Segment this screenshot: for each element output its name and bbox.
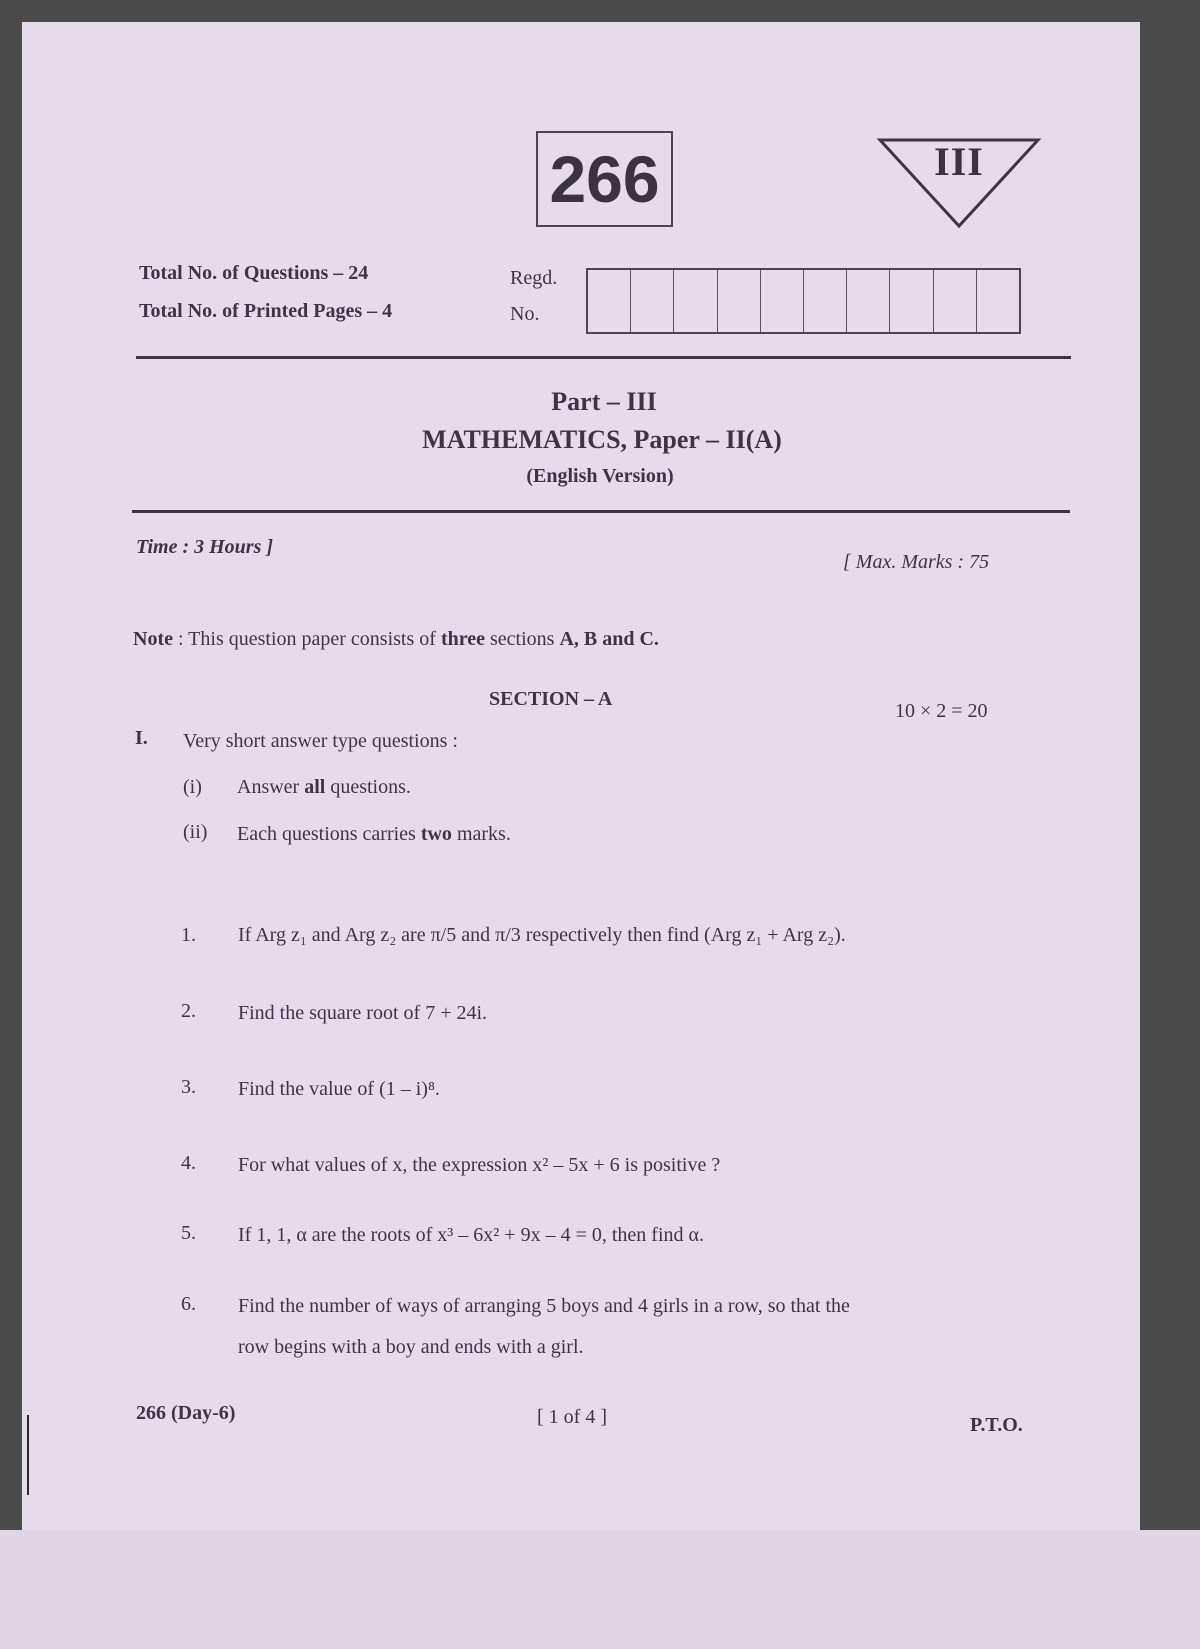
note-text-1: : This question paper consists of: [172, 628, 441, 650]
question-4-num: 4.: [181, 1152, 196, 1174]
max-marks: [ Max. Marks : 75: [843, 551, 990, 573]
rule-2-num: (ii): [183, 821, 208, 843]
question-3-num: 3.: [181, 1076, 196, 1098]
section-roman-numeral: I.: [135, 727, 148, 749]
question-6-num: 6.: [181, 1293, 196, 1315]
footer-pto: P.T.O.: [970, 1414, 1023, 1436]
question-5-num: 5.: [181, 1222, 196, 1244]
rule-1-post: questions.: [325, 776, 411, 798]
regd-box[interactable]: [718, 270, 761, 332]
scan-background: [0, 1530, 1200, 1649]
question-1-num: 1.: [181, 924, 196, 946]
total-pages: Total No. of Printed Pages – 4: [139, 300, 393, 322]
rule-2-bold: two: [420, 823, 452, 845]
header-divider: [136, 356, 1071, 359]
regd-box[interactable]: [890, 270, 933, 332]
rule-2: [237, 823, 511, 846]
part-title: Part – III: [551, 387, 657, 416]
note-line: [133, 628, 659, 651]
regd-box[interactable]: [588, 270, 631, 332]
version-title: (English Version): [526, 465, 674, 487]
question-4-text: For what values of x, the expression x² – 5x + 6 is positive ?: [238, 1154, 721, 1176]
total-questions: Total No. of Questions – 24: [139, 262, 369, 284]
title-divider: [132, 510, 1070, 513]
regd-box[interactable]: [804, 270, 847, 332]
regd-box[interactable]: [761, 270, 804, 332]
footer-page: [ 1 of 4 ]: [537, 1406, 607, 1428]
exam-time: Time : 3 Hours ]: [136, 536, 274, 558]
note-sections: A, B and C.: [559, 628, 659, 650]
regd-no-label: No.: [510, 303, 540, 325]
question-5-text: If 1, 1, α are the roots of x³ – 6x² + 9x – 4 = 0, then find α.: [238, 1224, 704, 1246]
paper-code: 266: [549, 142, 660, 216]
part-triangle-badge: [876, 136, 1042, 230]
rule-2-post: marks.: [451, 823, 511, 845]
question-2-num: 2.: [181, 1000, 196, 1022]
paper-code-box: [536, 131, 673, 227]
note-text-2: sections: [485, 628, 560, 650]
regd-label: Regd.: [510, 267, 558, 289]
section-instruction: Very short answer type questions :: [183, 730, 458, 752]
question-1-text: If Arg z₁ and Arg z₂ are π/5 and π/3 respectively then find (Arg z₁ + Arg z₂).: [238, 924, 846, 946]
question-6-text-line2: row begins with a boy and ends with a girl.: [238, 1336, 584, 1358]
question-3-text: Find the value of (1 – i)⁸.: [238, 1078, 440, 1100]
regd-box[interactable]: [674, 270, 717, 332]
part-symbol: III: [934, 139, 984, 184]
subject-title: MATHEMATICS, Paper – II(A): [422, 425, 782, 454]
rule-1-num: (i): [183, 776, 202, 798]
regd-box[interactable]: [977, 270, 1019, 332]
question-2-text: Find the square root of 7 + 24i.: [238, 1002, 488, 1024]
rule-1-pre: Answer: [237, 776, 305, 798]
regd-box[interactable]: [934, 270, 977, 332]
regd-box[interactable]: [631, 270, 674, 332]
regd-number-boxes[interactable]: [586, 268, 1021, 334]
scan-margin-mark: [27, 1415, 29, 1495]
question-6-text-line1: Find the number of ways of arranging 5 boys and 4 girls in a row, so that the: [238, 1295, 850, 1317]
rule-1-bold: all: [304, 776, 326, 798]
rule-1: [237, 776, 411, 799]
note-label: Note: [133, 628, 173, 650]
note-three: three: [440, 628, 485, 650]
rule-2-pre: Each questions carries: [237, 823, 421, 845]
regd-box[interactable]: [847, 270, 890, 332]
section-a-marks: 10 × 2 = 20: [895, 700, 988, 722]
footer-code: 266 (Day-6): [136, 1402, 236, 1424]
section-a-heading: SECTION – A: [489, 688, 613, 710]
